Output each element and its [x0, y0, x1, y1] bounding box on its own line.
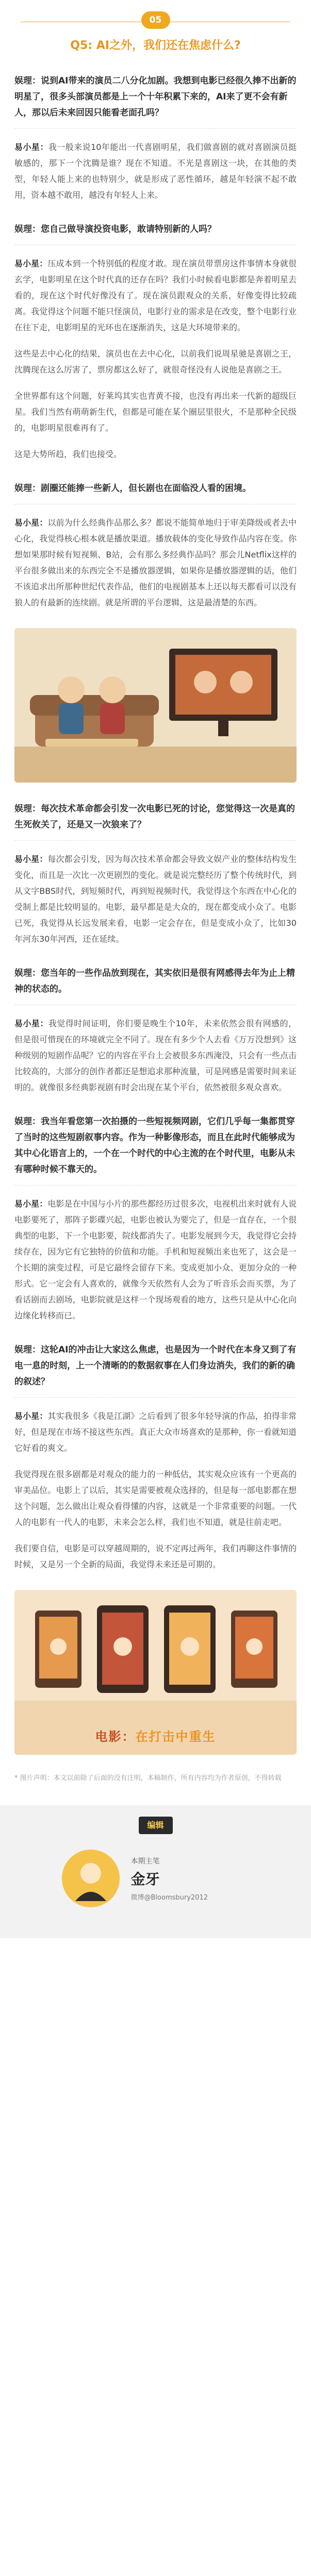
interviewer-question: 娱理：说到AI带来的演员二八分化加剧。我想到电影已经很久捧不出新的明星了，很多头部演员都是上一个十年积累下来的，AI来了更不会有新人，那以后未来回因只能看老面孔吗？: [14, 73, 297, 129]
speaker-name: 易小星：: [14, 259, 48, 268]
editor-row: [0, 1850, 311, 1907]
section-number-badge: 05: [141, 11, 170, 29]
answer-paragraph: [14, 1540, 297, 1572]
qa-block-5: [14, 965, 297, 1095]
viewer-head-right: [99, 676, 126, 703]
tv-screen: [175, 655, 271, 715]
speaker-name: 易小星：: [14, 854, 48, 864]
interviewer-question: 娱理：您自己做导演投资电影，敢请特别新的人吗？: [14, 222, 297, 245]
editor-section: [0, 1805, 311, 1938]
avatar-face: [80, 1863, 101, 1884]
qa-block-1: [14, 73, 297, 203]
editor-avatar: [62, 1850, 120, 1907]
editor-weibo: 微博@Bloomsbury2012: [130, 1893, 208, 1902]
snack-table: [45, 739, 138, 747]
answer-paragraph: [14, 1196, 297, 1324]
answer-text: 全世界都有这个问题，好莱坞其实也青黄不接，也没有再出来一代新的超级巨星。我们当然有萌萌新生代，但都是可能在某个圈层里很火，不是那种全民级的，电影明星很难再有了。: [14, 391, 297, 433]
floor: [14, 747, 297, 783]
interviewer-question: 娱理：每次技术革命都会引发一次电影已死的讨论，您觉得这一次是真的生死攸关了，还是又一次狼来了？: [14, 801, 297, 841]
answer-text: 电影是在中国与小片的那些都经历过很多次，电视机出来时就有人说电影要死了，那阵子影碟兴起，电影也被认为要完了，但是一直存在，一个很典型的电影，下一个电影要，院线都消失了。电影发展到今天，我觉得它会持续存在，因为它有它独特的价值和功能。手机和短视频出来也死了，这会是一个长期的演变过程，可是它最终会留存下来。变成更加小众、更加分众的一种形式。它一定会有人喜欢的，就像今天依然有人会为了听音乐会而买票，为了看话剧而去剧场，电影院就是这样一个现场观看的地方，这些只是从中心化向边缘化转移而已。: [14, 1199, 297, 1320]
tv-stand: [218, 721, 228, 736]
answer-paragraph: [14, 1466, 297, 1530]
poster-illustration: [14, 1590, 297, 1755]
qa-block-2: [14, 222, 297, 462]
screen-figure-left: [194, 671, 217, 693]
poster-title-a: 电影：: [95, 1730, 136, 1744]
editor-name: 金牙: [130, 1870, 160, 1888]
answer-paragraph: [14, 851, 297, 947]
illustration-couch-watching-tv: [14, 628, 297, 783]
qa-block-7: [14, 1342, 297, 1572]
answer-paragraph: [14, 1408, 297, 1456]
screen-face-1: [50, 1638, 67, 1655]
speaker-name: 易小星：: [14, 142, 48, 152]
screen-face-4: [246, 1638, 263, 1655]
answer-text: 我觉得时间证明，你们要是晚生个10年，未来依然会很有网感的，但是很可惜现在的环境就完全不同了。现在有多少个人去看《万万没想到》这种级别的短剧作品呢？它的内容在平台上会被很多东西淹没，只会有一些点击比较高的，大部分的创作者都还是想追求那种流量，可是网感是需要时间来证明的。就像很多经典影视剧有时会出现在某个平台，依然被很多观众喜欢。: [14, 1019, 297, 1092]
qa-block-4: [14, 801, 297, 947]
article-body: [0, 73, 311, 1755]
qa-block-3: [14, 481, 297, 611]
viewer-body-right: [100, 703, 125, 734]
interviewer-question: 娱理：我当年看您第一次拍摄的一些短视频网剧，它们几乎每一集都贯穿了当时的这些短剧叙事内容。作为一种影像形态，而且在此时代能够成为其中心化语言上的，一个在一个时代的中心主流的在个时代里，电影从未有哪种时候不靠天的。: [14, 1114, 297, 1185]
answer-paragraph: [14, 1015, 297, 1095]
speaker-name: 易小星：: [14, 1199, 48, 1209]
interviewer-question: 娱理：剧圈还能捧一些新人，但长剧也在面临没人看的困境。: [14, 481, 297, 504]
illustration-svg: [14, 628, 297, 783]
qa-block-6: [14, 1114, 297, 1324]
editor-badge: 编辑: [139, 1817, 173, 1834]
editor-role: 本期主笔: [130, 1857, 160, 1866]
screen-face-3: [181, 1637, 199, 1656]
answer-text: 这些是去中心化的结果，演员也在去中心化，以前我们说周星驰是喜剧之王，沈腾现在这么厉害了，票房都这么好了，就很奇怪没有人说他是喜剧之王。: [14, 349, 297, 375]
answer-text: 其实我很多《我是江湖》之后看到了很多年轻导演的作品，拍得非常好，但是现在市场不接这些东西。真正大众市场喜欢的是那种，你一看就知道它好看的爽文。: [14, 1411, 297, 1453]
poster-title-b: 在打击中重生: [135, 1730, 216, 1744]
sofa-back: [30, 695, 159, 716]
question-heading: Q5: AI之外，我们还在焦虑什么?: [70, 39, 241, 52]
answer-paragraph: [14, 515, 297, 611]
speaker-name: 易小星：: [14, 518, 48, 528]
screen-figure-right: [230, 671, 253, 693]
answer-paragraph: [14, 446, 297, 462]
answer-text: 我们要自信，电影是可以穿越周期的，说不定再过两年，我们再聊这件事情的时候，又是另一个全新的局面，我觉得未来还是可期的。: [14, 1544, 297, 1569]
section-badge-row: [0, 11, 311, 32]
answer-text: 每次都会引发，因为每次技术革命都会导致文娱产业的整体结构发生变化，而且是一次比一次更剧烈的变化。就是说完整经历了整个传统时代，到从文字BBS时代，到短频时代，再到短视频时代，我觉得这个东西在中心化的受制上都是比较明显的。电影，最早都是是大众的，现在都变成小众了。电影已死，我觉得从长远发展来看，电影一定会存在，但是变成小众了，比如30年河东30年河西，还在延续。: [14, 854, 297, 944]
answer-text: 我觉得现在很多剧都是对观众的能力的一种低估，其实观众应该有一个更高的审美品位。电影上了以后，其实是需要被观众选择的，但是每一部电影都在想这个问题，怎么做出让观众看得懂的内容，这就是一个非常重要的问题。一代人的电影有一代人的电影，未来会怎么样，我们也不知道，就是往前走吧。: [14, 1469, 297, 1527]
answer-text: 我一般来说10年能出一代喜剧明星，我们做喜剧的就对喜剧演员挺敏感的，那下一个沈腾是谁？现在不知道。不光是喜剧这一块，在其他的类型，年轻人能上来的也特别少，就是形成了恶性循环，越是年轻演不起不敢用，资本越不敢用，越没有年轻人上来。: [14, 142, 297, 200]
poster-title: [14, 1726, 297, 1744]
answer-text: 这是大势所趋，我们也接受。: [14, 449, 122, 459]
speaker-name: 易小星：: [14, 1019, 48, 1028]
answer-paragraph: [14, 346, 297, 378]
image-disclaimer: * 图片声明：本文以前除了后面的没有注明，本稿制作，所有内容均为作者原创，不得转载: [14, 1774, 282, 1782]
interviewer-question: 娱理：这轮AI的冲击让大家这么焦虑，也是因为一个时代在本身又到了有电一息的时刻，上一个清晰的的数据叙事在人们身边消失，我们的新的确的叙述？: [14, 1342, 297, 1398]
answer-text: 以前为什么经典作品那么多？都说不能简单地归于审美降级或者去中心化，我觉得核心根本就是播放渠道。播放载体的变化导致作品内容在变。你想如果那时候有短视频、B站，会有那么多经典作品吗？那会儿Netflix这样的平台很多做出来的东西完全不是播放器逻辑，如果你是播放器逻辑的话，他们不该追求出所那种世纪代表作品，他们的电视剧基本上还以每天都看可以没有狼人的有最新的连续剧。就是所谓的平台逻辑，这是最清楚的东西。: [14, 518, 297, 607]
section-header: [0, 0, 311, 55]
interviewer-question: 娱理：您当年的一些作品放到现在，其实依旧是很有网感得去年为止上精神的状态的。: [14, 965, 297, 1005]
screen-face-2: [113, 1637, 132, 1656]
avatar-icon: [62, 1850, 120, 1907]
answer-paragraph: [14, 388, 297, 436]
answer-text: 压成本到一个特别低的程度才敢。现在演员带票房这件事情本身就很玄学，电影明星在这个时代真的还存在吗？我们小时候看电影都是奔着明星去看的，现在这个时代好像没有了。现在演员跟观众的关系，好像变得比较疏离。我觉得这个问题不能只怪演员，电影行业的需求是在改变，整个电影行业在往下走，电影明星的光环也在逐渐消失，这是大环境带来的。: [14, 259, 297, 332]
viewer-head-left: [58, 676, 85, 703]
answer-paragraph: [14, 139, 297, 203]
answer-paragraph: [14, 256, 297, 335]
editor-info: [131, 1856, 250, 1902]
speaker-name: 易小星：: [14, 1411, 48, 1421]
viewer-body-left: [59, 703, 84, 734]
